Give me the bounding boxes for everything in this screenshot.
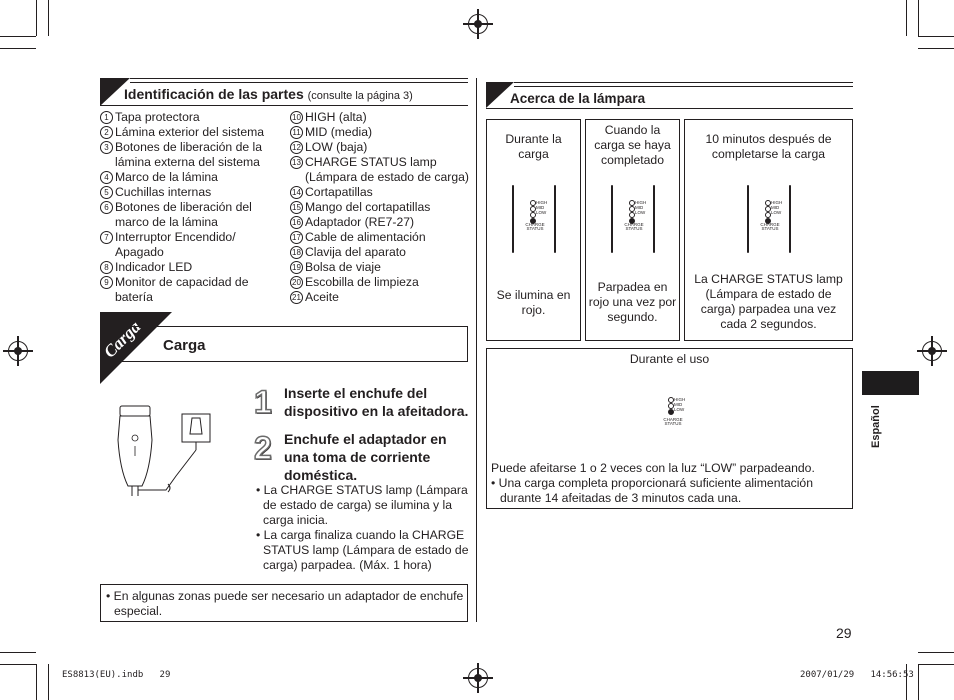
section-rule <box>486 108 853 109</box>
item-number-badge: 18 <box>290 246 303 259</box>
lamp-indicator-icon: HIGH MID LOW CHARGE STATUS <box>611 185 655 253</box>
parts-list-item <box>101 200 283 230</box>
item-number-badge: 20 <box>290 276 303 289</box>
crop-mark <box>918 652 954 653</box>
lamp-state-after-10min-desc: La CHARGE STATUS lamp (Lámpara de estado de carga) parpadea una vez cada 2 segundos. <box>694 272 843 331</box>
item-label: Aceite <box>305 290 339 304</box>
lamp-state-after-10min-title: 10 minutos después de completarse la carga <box>705 132 832 161</box>
lamp-state-in-use <box>486 348 853 509</box>
registration-mark-icon <box>8 341 28 361</box>
parts-list-item <box>291 215 483 230</box>
crop-mark <box>918 48 954 49</box>
item-number-badge: 2 <box>100 126 113 139</box>
item-number-badge: 17 <box>290 231 303 244</box>
item-number-badge: 14 <box>290 186 303 199</box>
step-1-text: Inserte el enchufe del dispositivo en la afeitadora. <box>284 385 469 419</box>
registration-mark-icon <box>922 341 942 361</box>
lamp-state-charging-desc: Se ilumina en rojo. <box>496 288 571 317</box>
step-1-number: 1 <box>254 384 272 420</box>
crop-mark <box>36 664 37 700</box>
lamp-indicator-icon: HIGH MID LOW CHARGE STATUS <box>747 185 791 253</box>
item-label: Botones de liberación del marco de la lámina <box>115 200 252 229</box>
registration-mark-icon <box>468 14 488 34</box>
page-number: 29 <box>836 625 852 641</box>
item-label: Mango del cortapatillas <box>305 200 431 214</box>
step-2-number: 2 <box>254 430 272 466</box>
footer-timestamp: 2007/01/29 14:56:53 <box>800 670 914 680</box>
parts-list-item <box>101 125 283 140</box>
carga-title: Carga <box>163 337 206 354</box>
item-label: Monitor de capacidad de batería <box>115 275 249 304</box>
parts-list-item <box>101 275 283 305</box>
item-number-badge: 11 <box>290 126 303 139</box>
parts-list-item <box>291 185 483 200</box>
item-number-badge: 1 <box>100 111 113 124</box>
charge-bullet-2: • La carga finaliza cuando la CHARGE STATUS lamp (Lámpara de estado de carga) parpadea. (Máx. 1 hora) <box>256 528 469 572</box>
parts-list-item <box>101 140 283 170</box>
carga-tab-label: Carga <box>100 317 145 362</box>
parts-list-item <box>291 245 483 260</box>
item-number-badge: 16 <box>290 216 303 229</box>
language-tab-label: Español <box>870 405 882 448</box>
item-label: Lámina exterior del sistema <box>115 125 265 139</box>
crop-mark <box>918 664 919 700</box>
item-number-badge: 3 <box>100 141 113 154</box>
parts-list-item <box>101 260 283 275</box>
lamp-state-charging-title: Durante la carga <box>505 132 562 161</box>
item-label: Tapa protectora <box>115 110 200 124</box>
item-label: Cable de alimentación <box>305 230 426 244</box>
item-number-badge: 19 <box>290 261 303 274</box>
lamp-state-complete-title: Cuando la carga se haya completado <box>594 123 671 167</box>
section-rule <box>130 78 468 79</box>
item-label: Clavija del aparato <box>305 245 406 259</box>
item-number-badge: 13 <box>290 156 303 169</box>
section-title-text: Identificación de las partes <box>124 86 304 102</box>
crop-mark <box>0 48 36 49</box>
section-rule <box>514 82 853 83</box>
footer-file-name: ES8813(EU).indb 29 <box>62 670 171 680</box>
lamp-state-in-use-title: Durante el uso <box>629 352 710 366</box>
parts-list-item <box>101 185 283 200</box>
lamp-indicator-icon: HIGH MID LOW CHARGE STATUS <box>512 185 556 253</box>
parts-list-item <box>101 170 283 185</box>
parts-list-item <box>101 110 283 125</box>
item-number-badge: 21 <box>290 291 303 304</box>
item-label: Botones de liberación de la lámina externa del sistema <box>115 140 263 169</box>
registration-mark-icon <box>468 668 488 688</box>
crop-mark <box>0 652 36 653</box>
item-number-badge: 10 <box>290 111 303 124</box>
crop-mark <box>918 0 919 36</box>
item-label: CHARGE STATUS lamp (Lámpara de estado de carga) <box>305 155 469 184</box>
parts-list-item <box>291 110 483 125</box>
item-label: Cortapatillas <box>305 185 373 199</box>
item-label: Adaptador (RE7-27) <box>305 215 415 229</box>
parts-list-item <box>291 230 483 245</box>
lamp-indicator-icon: HIGH MID LOW CHARGE STATUS <box>663 397 686 426</box>
item-number-badge: 4 <box>100 171 113 184</box>
parts-list-item <box>291 290 483 305</box>
crop-mark <box>48 664 49 700</box>
crop-mark <box>0 664 36 665</box>
item-label: MID (media) <box>305 125 373 139</box>
crop-mark <box>918 664 954 665</box>
item-label: Interruptor Encendido/ Apagado <box>115 230 236 259</box>
carga-title-box <box>100 326 468 362</box>
section-rule <box>100 105 468 106</box>
crop-mark <box>906 0 907 36</box>
note-text: • En algunas zonas puede ser necesario un adaptador de enchufe especial. <box>106 589 464 618</box>
item-label: HIGH (alta) <box>305 110 367 124</box>
parts-list-item <box>291 140 483 155</box>
shaver-charging-illustration <box>106 400 222 500</box>
item-label: Bolsa de viaje <box>305 260 381 274</box>
section-rule <box>514 86 853 87</box>
section-subtitle: (consulte la página 3) <box>307 90 413 102</box>
language-tab <box>862 371 919 395</box>
section-title-lamp: Acerca de la lámpara <box>510 91 646 106</box>
crop-mark <box>48 0 49 36</box>
crop-mark <box>0 36 36 37</box>
crop-mark <box>918 36 954 37</box>
parts-list-item <box>291 200 483 215</box>
item-number-badge: 15 <box>290 201 303 214</box>
lamp-state-complete <box>585 119 680 341</box>
crop-mark <box>36 0 37 36</box>
parts-list-item <box>291 125 483 140</box>
charge-bullet-1: • La CHARGE STATUS lamp (Lámpara de estado de carga) se ilumina y la carga inicia. <box>256 483 468 527</box>
lamp-state-charging <box>486 119 581 341</box>
item-label: Marco de la lámina <box>115 170 218 184</box>
section-rule <box>130 82 468 83</box>
lamp-state-after-10min <box>684 119 853 341</box>
item-label: Cuchillas internas <box>115 185 212 199</box>
item-label: Escobilla de limpieza <box>305 275 419 289</box>
section-title-parts <box>124 86 413 102</box>
item-number-badge: 8 <box>100 261 113 274</box>
item-number-badge: 6 <box>100 201 113 214</box>
item-label: Indicador LED <box>115 260 193 274</box>
lamp-state-complete-desc: Parpadea en rojo una vez por segundo. <box>588 280 677 324</box>
lamp-in-use-line2: • Una carga completa proporcionará suficiente alimentación durante 14 afeitadas de 3 minutos cada una. <box>491 476 813 505</box>
item-number-badge: 12 <box>290 141 303 154</box>
step-2-text: Enchufe el adaptador en una toma de corriente doméstica. <box>284 431 447 483</box>
lamp-in-use-line1: Puede afeitarse 1 o 2 veces con la luz “LOW” parpadeando. <box>491 461 815 475</box>
item-number-badge: 5 <box>100 186 113 199</box>
parts-list-item <box>291 275 483 290</box>
item-number-badge: 9 <box>100 276 113 289</box>
item-label: LOW (baja) <box>305 140 368 154</box>
parts-list-item <box>101 230 283 260</box>
parts-list-item <box>291 155 483 185</box>
parts-list-item <box>291 260 483 275</box>
item-number-badge: 7 <box>100 231 113 244</box>
